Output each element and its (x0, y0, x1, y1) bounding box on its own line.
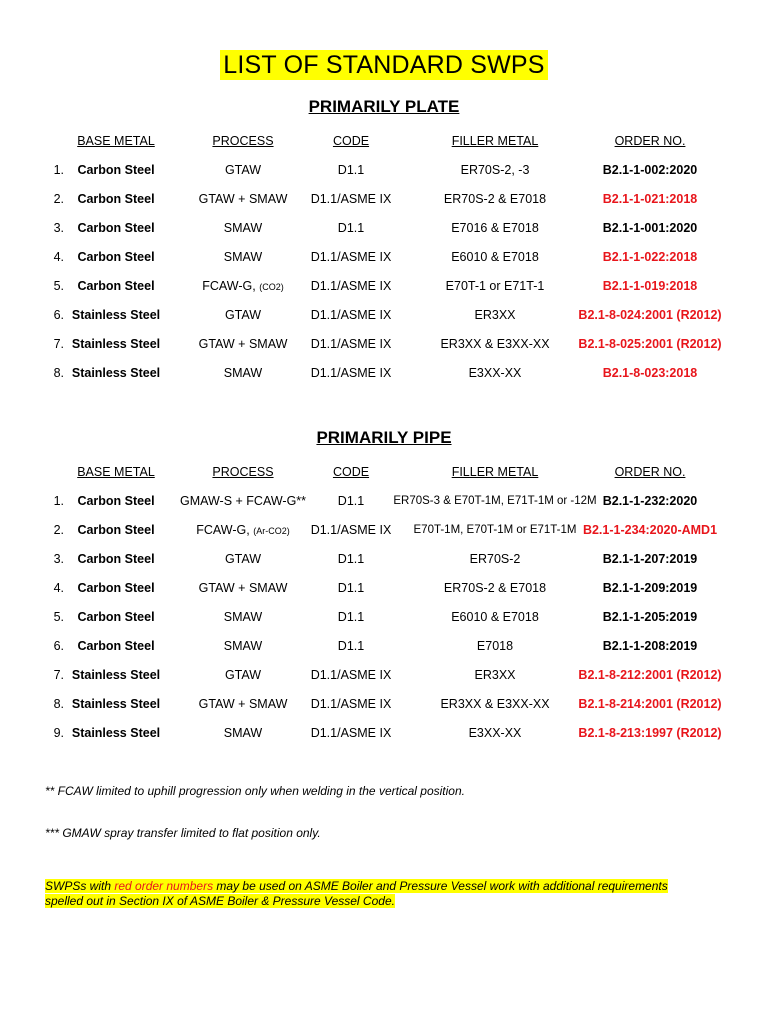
process-cell (172, 277, 314, 296)
pipe-section-heading: PRIMARILY PIPE (316, 428, 452, 447)
table-row (0, 161, 768, 190)
code-cell: D1.1/ASME IX (310, 250, 392, 264)
asme-note-line1 (45, 879, 668, 893)
filler-metal-cell: ER70S-2 & E7018 (443, 192, 547, 206)
table-row (0, 608, 768, 637)
process-cell: GTAW + SMAW (198, 337, 288, 351)
header-order-no: ORDER NO. (614, 465, 686, 479)
table-row (0, 248, 768, 277)
code-cell: D1.1 (337, 639, 365, 653)
process-cell: GTAW (224, 308, 262, 322)
order-number-cell: B2.1-1-019:2018 (602, 279, 698, 293)
gmaw-footnote: *** GMAW spray transfer limited to flat position only. (45, 826, 321, 840)
filler-metal-cell: E70T-1 or E71T-1 (445, 279, 545, 293)
page-title: LIST OF STANDARD SWPS (220, 50, 547, 80)
process-cell: GTAW (224, 552, 262, 566)
table-header (0, 463, 768, 492)
row-number: 5. (53, 279, 64, 293)
filler-metal-cell: E3XX-XX (468, 366, 522, 380)
process-cell: SMAW (223, 726, 263, 740)
code-cell: D1.1/ASME IX (310, 308, 392, 322)
filler-metal-cell: ER3XX & E3XX-XX (440, 697, 550, 711)
process-text: FCAW-G, (196, 523, 250, 537)
table-row (0, 637, 768, 666)
header-code: CODE (332, 465, 370, 479)
order-number-cell: B2.1-1-234:2020-AMD1 (582, 523, 718, 537)
plate-table (0, 132, 768, 393)
filler-metal-cell: ER70S-2 & E7018 (443, 581, 547, 595)
table-row (0, 277, 768, 306)
filler-metal-cell: E70T-1M, E70T-1M or E71T-1M (413, 524, 577, 536)
order-number-cell: B2.1-1-207:2019 (602, 552, 698, 566)
table-row (0, 219, 768, 248)
row-number: 1. (53, 494, 64, 508)
process-cell: GTAW + SMAW (198, 581, 288, 595)
asme-note-text-1: SWPSs with (45, 879, 115, 893)
process-cell: SMAW (223, 366, 263, 380)
row-number: 8. (53, 697, 64, 711)
row-number: 9. (53, 726, 64, 740)
row-number: 6. (53, 639, 64, 653)
base-metal-cell: Stainless Steel (71, 366, 161, 380)
order-number-cell: B2.1-1-021:2018 (602, 192, 698, 206)
table-header (0, 132, 768, 161)
table-row (0, 306, 768, 335)
row-number: 6. (53, 308, 64, 322)
base-metal-cell: Stainless Steel (71, 726, 161, 740)
process-cell: GTAW + SMAW (198, 192, 288, 206)
code-cell: D1.1/ASME IX (310, 337, 392, 351)
filler-metal-cell: ER70S-2, -3 (460, 163, 530, 177)
header-base-metal: BASE METAL (77, 134, 155, 148)
base-metal-cell: Stainless Steel (71, 337, 161, 351)
order-number-cell: B2.1-1-001:2020 (602, 221, 698, 235)
order-number-cell: B2.1-8-213:1997 (R2012) (578, 726, 722, 740)
row-number: 5. (53, 610, 64, 624)
process-cell: GTAW (224, 163, 262, 177)
process-cell: SMAW (223, 610, 263, 624)
table-row (0, 190, 768, 219)
filler-metal-cell: ER3XX (474, 308, 516, 322)
order-number-cell: B2.1-1-208:2019 (602, 639, 698, 653)
fcaw-footnote: ** FCAW limited to uphill progression only when welding in the vertical position. (45, 784, 465, 798)
order-number-cell: B2.1-8-214:2001 (R2012) (578, 697, 722, 711)
order-number-cell: B2.1-8-212:2001 (R2012) (578, 668, 722, 682)
filler-metal-cell: ER3XX (474, 668, 516, 682)
base-metal-cell: Carbon Steel (77, 192, 155, 206)
row-number: 2. (53, 192, 64, 206)
header-process: PROCESS (212, 134, 274, 148)
code-cell: D1.1/ASME IX (310, 523, 392, 537)
filler-metal-cell: ER3XX & E3XX-XX (440, 337, 550, 351)
order-number-cell: B2.1-1-232:2020 (602, 494, 698, 508)
row-number: 3. (53, 552, 64, 566)
base-metal-cell: Stainless Steel (71, 668, 161, 682)
order-number-cell: B2.1-1-209:2019 (602, 581, 698, 595)
filler-metal-cell: E3XX-XX (468, 726, 522, 740)
process-gas-note: (CO2) (259, 282, 284, 292)
base-metal-cell: Stainless Steel (71, 697, 161, 711)
table-row (0, 335, 768, 364)
code-cell: D1.1 (337, 581, 365, 595)
filler-metal-cell: E6010 & E7018 (451, 250, 539, 264)
row-number: 7. (53, 337, 64, 351)
base-metal-cell: Carbon Steel (77, 494, 155, 508)
table-row (0, 492, 768, 521)
process-cell: SMAW (223, 639, 263, 653)
code-cell: D1.1 (337, 163, 365, 177)
base-metal-cell: Carbon Steel (77, 221, 155, 235)
base-metal-cell: Carbon Steel (77, 639, 155, 653)
row-number: 7. (53, 668, 64, 682)
header-code: CODE (332, 134, 370, 148)
order-number-cell: B2.1-8-025:2001 (R2012) (578, 337, 722, 351)
base-metal-cell: Stainless Steel (71, 308, 161, 322)
base-metal-cell: Carbon Steel (77, 163, 155, 177)
order-number-cell: B2.1-1-205:2019 (602, 610, 698, 624)
process-cell: GTAW (224, 668, 262, 682)
plate-section-heading: PRIMARILY PLATE (308, 97, 460, 116)
code-cell: D1.1/ASME IX (310, 726, 392, 740)
table-row (0, 695, 768, 724)
filler-metal-cell: ER70S-2 (469, 552, 521, 566)
code-cell: D1.1/ASME IX (310, 668, 392, 682)
base-metal-cell: Carbon Steel (77, 250, 155, 264)
header-base-metal: BASE METAL (77, 465, 155, 479)
code-cell: D1.1/ASME IX (310, 697, 392, 711)
asme-note (45, 879, 668, 909)
process-cell: SMAW (223, 221, 263, 235)
table-row (0, 364, 768, 393)
header-filler-metal: FILLER METAL (451, 465, 539, 479)
base-metal-cell: Carbon Steel (77, 552, 155, 566)
base-metal-cell: Carbon Steel (77, 581, 155, 595)
filler-metal-cell: E6010 & E7018 (451, 610, 539, 624)
process-cell: GMAW-S + FCAW-G** (179, 494, 307, 508)
order-number-cell: B2.1-1-002:2020 (602, 163, 698, 177)
base-metal-cell: Carbon Steel (77, 610, 155, 624)
pipe-rows (0, 492, 768, 753)
table-row (0, 724, 768, 753)
code-cell: D1.1 (337, 221, 365, 235)
code-cell: D1.1 (337, 610, 365, 624)
header-process: PROCESS (212, 465, 274, 479)
base-metal-cell: Carbon Steel (77, 279, 155, 293)
process-cell: GTAW + SMAW (198, 697, 288, 711)
table-row (0, 579, 768, 608)
process-text: FCAW-G, (202, 279, 256, 293)
filler-metal-cell: E7016 & E7018 (451, 221, 539, 235)
row-number: 4. (53, 581, 64, 595)
row-number: 1. (53, 163, 64, 177)
table-row (0, 521, 768, 550)
asme-note-line2: spelled out in Section IX of ASME Boiler & Pressure Vessel Code. (45, 894, 395, 908)
asme-note-text-2: may be used on ASME Boiler and Pressure Vessel work with additional requirements (213, 879, 668, 893)
title-container (0, 50, 768, 80)
row-number: 2. (53, 523, 64, 537)
row-number: 4. (53, 250, 64, 264)
asme-note-red-text: red order numbers (114, 879, 214, 893)
code-cell: D1.1 (337, 552, 365, 566)
process-gas-note: (Ar-CO2) (253, 526, 290, 536)
code-cell: D1.1/ASME IX (310, 279, 392, 293)
row-number: 8. (53, 366, 64, 380)
pipe-table (0, 463, 768, 753)
table-row (0, 666, 768, 695)
order-number-cell: B2.1-1-022:2018 (602, 250, 698, 264)
table-row (0, 550, 768, 579)
code-cell: D1.1 (337, 494, 365, 508)
code-cell: D1.1/ASME IX (310, 366, 392, 380)
filler-metal-cell: E7018 (476, 639, 514, 653)
row-number: 3. (53, 221, 64, 235)
plate-rows (0, 161, 768, 393)
order-number-cell: B2.1-8-023:2018 (602, 366, 698, 380)
process-cell: SMAW (223, 250, 263, 264)
header-order-no: ORDER NO. (614, 134, 686, 148)
header-filler-metal: FILLER METAL (451, 134, 539, 148)
filler-metal-cell: ER70S-3 & E70T-1M, E71T-1M or -12M (393, 495, 597, 507)
base-metal-cell: Carbon Steel (77, 523, 155, 537)
order-number-cell: B2.1-8-024:2001 (R2012) (578, 308, 722, 322)
code-cell: D1.1/ASME IX (310, 192, 392, 206)
process-cell (172, 521, 314, 540)
